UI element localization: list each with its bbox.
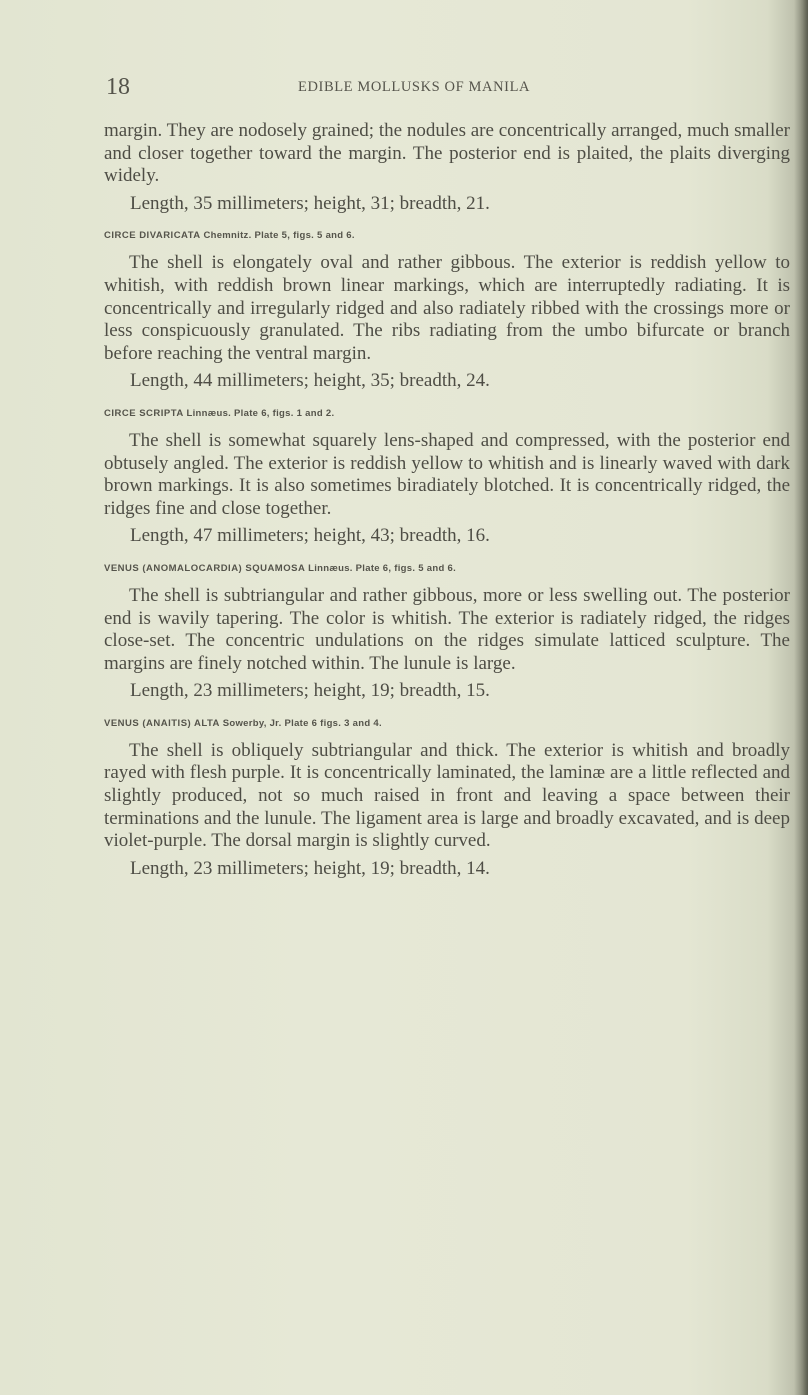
page-number: 18 [106, 74, 130, 100]
species-description: The shell is elongately oval and rather gibbous. The exterior is reddish yellow to whitish, with reddish brown linear markings, which are interruptedly radiating. It is concentrically and irregularly ridged and also radiately ribbed with the crossings more or less conspicuously granulated. The ribs radiating from the umbo bifurcate or branch before reaching the ventral margin. [104, 252, 790, 364]
species-description: The shell is subtriangular and rather gibbous, more or less swelling out. The posterior end is wavily tapering. The color is whitish. The exterior is radiately ridged, the ridges close-set. The concentric undulations on the ridges simulate latticed sculpture. The margins are finely notched within. The lunule is large. [104, 584, 790, 674]
species-reference: Linnæus. Plate 6, figs. 1 and 2. [186, 407, 335, 419]
species-description: The shell is obliquely subtriangular and thick. The exterior is whitish and broadly rayed with flesh purple. It is concentrically laminated, the laminæ are a little reflected and slightly produced, not so much raised in front and leaving a space between their terminations and the lunule. The ligament area is large and broadly excavated, and is deep violet-purple. The dorsal margin is slightly curved. [104, 739, 790, 852]
intro-measurements: Length, 35 millimeters; height, 31; breadth, 21. [130, 192, 490, 214]
species-heading [104, 408, 790, 419]
species-name: CIRCE DIVARICATA [104, 230, 201, 242]
species-reference: Chemnitz. Plate 5, figs. 5 and 6. [203, 230, 355, 242]
species-name: VENUS (ANAITIS) ALTA [104, 717, 220, 729]
species-heading [104, 230, 790, 241]
species-name: VENUS (ANOMALOCARDIA) SQUAMOSA [104, 562, 305, 574]
page-body [104, 120, 790, 880]
species-reference: Sowerby, Jr. Plate 6 figs. 3 and 4. [222, 717, 382, 729]
species-measurements: Length, 44 millimeters; height, 35; breadth, 24. [130, 370, 490, 392]
species-measurements: Length, 23 millimeters; height, 19; breadth, 15. [130, 680, 490, 702]
species-heading [104, 718, 790, 729]
page-header [106, 74, 598, 104]
species-measurements: Length, 47 millimeters; height, 43; breadth, 16. [130, 525, 490, 547]
species-heading [104, 563, 790, 574]
running-title: EDIBLE MOLLUSKS OF MANILA [298, 79, 531, 95]
species-reference: Linnæus. Plate 6, figs. 5 and 6. [308, 562, 457, 574]
page-edge-shadow [794, 0, 808, 1395]
intro-paragraph: margin. They are nodosely grained; the nodules are concentrically arranged, much smaller and closer together toward the margin. The posterior end is plaited, the plaits diverging widely. [104, 120, 790, 187]
species-description: The shell is somewhat squarely lens-shaped and compressed, with the posterior end obtusely angled. The exterior is reddish yellow to whitish and is linearly waved with dark brown markings. It is also sometimes biradiately blotched. It is concentrically ridged, the ridges fine and close together. [104, 429, 790, 519]
species-measurements: Length, 23 millimeters; height, 19; breadth, 14. [130, 857, 490, 879]
species-name: CIRCE SCRIPTA [104, 407, 184, 419]
